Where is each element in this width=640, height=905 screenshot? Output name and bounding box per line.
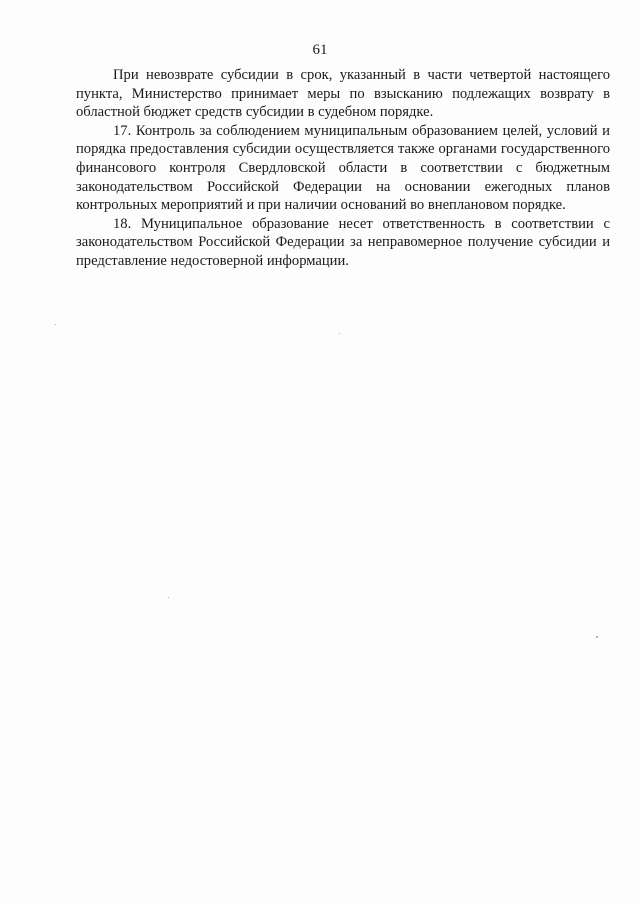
scan-speck bbox=[55, 324, 56, 325]
scan-speck bbox=[596, 636, 598, 638]
paragraph-subsidy-return: При невозврате субсидии в срок, указанный в части четвертой настоящего пункта, Министерство принимает меры по взысканию подлежащих возврату в областной бюджет средств субсидии в судебном порядке. bbox=[76, 67, 610, 121]
page-number: 61 bbox=[312, 42, 328, 58]
paragraph-18-responsibility: 18. Муниципальное образование несет ответственность в соответствии с законодательством Российской Федерации за неправомерное получение субсидии и представление недостоверной информации. bbox=[76, 215, 610, 269]
paragraph-17-control: 17. Контроль за соблюдением муниципальным образованием целей, условий и порядка предоставления субсидии осуществляется также органами государственного финансового контроля Свердловской области в соответствии с бюджетным законодательством Российской Федерации на основании ежегодных планов контрольных мероприятий и при наличии оснований во внеплановом порядке. bbox=[76, 122, 610, 214]
scan-speck bbox=[339, 333, 340, 334]
document-body bbox=[76, 66, 610, 271]
scan-speck bbox=[168, 597, 169, 598]
